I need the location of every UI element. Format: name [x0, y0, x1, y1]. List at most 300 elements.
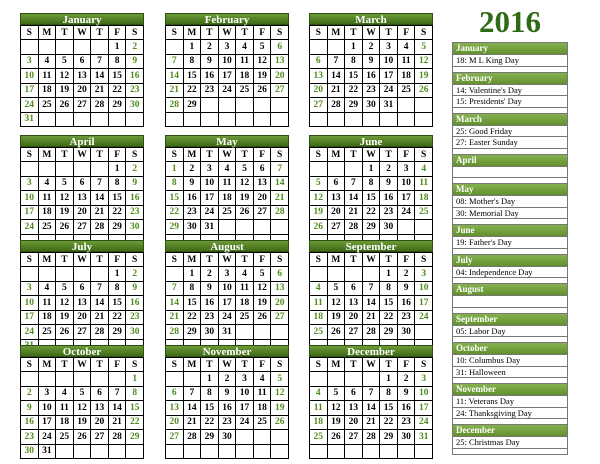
weekday-header: S [21, 358, 39, 372]
day-cell: 31 [415, 430, 433, 445]
weekday-header: T [236, 358, 254, 372]
day-cell: 25 [415, 205, 433, 220]
day-cell: 7 [183, 386, 201, 401]
day-cell: 23 [183, 205, 201, 220]
holiday-month-title: November [453, 384, 567, 396]
day-cell [253, 325, 271, 340]
day-cell: 30 [397, 325, 415, 340]
day-cell: 24 [21, 220, 39, 235]
weekday-header: M [38, 253, 56, 267]
day-cell: 10 [218, 54, 236, 69]
weekday-header: T [201, 358, 219, 372]
holiday-entry: 31: Halloween [453, 367, 567, 379]
holiday-blank-line [453, 449, 567, 455]
day-cell [327, 112, 345, 127]
day-cell: 15 [126, 401, 144, 416]
day-cell: 23 [397, 310, 415, 325]
day-cell: 16 [183, 191, 201, 206]
day-cell: 28 [91, 98, 109, 113]
day-cell: 13 [73, 69, 91, 84]
holiday-month-title: August [453, 284, 567, 296]
day-cell: 3 [236, 372, 254, 387]
day-cell: 7 [166, 54, 184, 69]
day-cell: 14 [362, 296, 380, 311]
month-february [165, 13, 289, 127]
day-cell: 3 [38, 386, 56, 401]
day-cell [397, 444, 415, 459]
day-cell: 14 [362, 401, 380, 416]
day-cell [327, 162, 345, 177]
day-cell: 10 [236, 386, 254, 401]
day-cell: 2 [397, 267, 415, 282]
weekday-header: S [415, 358, 433, 372]
day-cell: 1 [166, 162, 184, 177]
year-title: 2016 [479, 4, 541, 39]
day-cell: 9 [126, 176, 144, 191]
weekday-header: M [38, 26, 56, 40]
weekday-header: M [327, 358, 345, 372]
day-cell: 4 [236, 40, 254, 55]
day-cell: 10 [21, 69, 39, 84]
day-cell [56, 444, 74, 459]
day-cell: 1 [108, 267, 126, 282]
day-cell: 25 [38, 325, 56, 340]
day-cell: 4 [38, 281, 56, 296]
day-cell: 20 [166, 415, 184, 430]
holiday-entry: 10: Columbus Day [453, 355, 567, 367]
day-cell: 23 [218, 415, 236, 430]
day-cell: 24 [21, 98, 39, 113]
day-cell: 19 [73, 415, 91, 430]
day-cell: 16 [380, 191, 398, 206]
weekday-header: W [73, 358, 91, 372]
day-cell: 5 [236, 162, 254, 177]
day-cell: 2 [183, 162, 201, 177]
holiday-month-title: December [453, 425, 567, 437]
weekday-header: F [397, 253, 415, 267]
day-cell: 13 [345, 296, 363, 311]
day-cell: 17 [21, 310, 39, 325]
day-cell: 17 [21, 83, 39, 98]
weekday-header: W [218, 148, 236, 162]
day-cell: 22 [108, 83, 126, 98]
day-cell: 11 [38, 191, 56, 206]
day-cell: 26 [253, 310, 271, 325]
day-cell: 29 [126, 430, 144, 445]
day-cell: 5 [415, 40, 433, 55]
weekday-header: T [56, 253, 74, 267]
day-cell: 12 [327, 296, 345, 311]
day-cell: 6 [73, 54, 91, 69]
day-cell [345, 267, 363, 282]
day-cell: 25 [236, 310, 254, 325]
day-cell: 3 [218, 40, 236, 55]
weekday-header: F [253, 26, 271, 40]
month-table [309, 357, 433, 459]
day-cell: 27 [91, 430, 109, 445]
weekday-header: S [126, 26, 144, 40]
day-cell [310, 444, 328, 459]
month-november [165, 345, 289, 459]
month-table [309, 147, 433, 249]
day-cell: 21 [183, 415, 201, 430]
day-cell [415, 112, 433, 127]
day-cell: 8 [108, 54, 126, 69]
day-cell: 30 [397, 430, 415, 445]
day-cell [380, 112, 398, 127]
day-cell: 5 [253, 267, 271, 282]
day-cell: 22 [362, 205, 380, 220]
day-cell: 30 [183, 220, 201, 235]
month-title: April [20, 135, 144, 147]
day-cell [73, 112, 91, 127]
day-cell: 25 [38, 220, 56, 235]
weekday-header: T [91, 358, 109, 372]
day-cell: 14 [91, 69, 109, 84]
weekday-header: T [91, 253, 109, 267]
day-cell: 28 [362, 325, 380, 340]
weekday-header: F [108, 26, 126, 40]
holiday-entry: 25: Good Friday [453, 126, 567, 138]
day-cell: 27 [345, 325, 363, 340]
holiday-entry: 11: Veterans Day [453, 396, 567, 408]
day-cell: 15 [380, 401, 398, 416]
day-cell: 28 [327, 98, 345, 113]
day-cell: 24 [380, 83, 398, 98]
day-cell: 3 [21, 176, 39, 191]
month-march [309, 13, 433, 127]
day-cell: 6 [345, 281, 363, 296]
day-cell [166, 372, 184, 387]
day-cell [73, 372, 91, 387]
day-cell [21, 372, 39, 387]
day-cell [91, 267, 109, 282]
weekday-header: F [397, 148, 415, 162]
weekday-header: F [108, 253, 126, 267]
day-cell [345, 162, 363, 177]
day-cell [253, 98, 271, 113]
day-cell: 3 [415, 267, 433, 282]
day-cell [236, 220, 254, 235]
weekday-header: S [126, 253, 144, 267]
day-cell: 19 [56, 83, 74, 98]
day-cell: 20 [345, 310, 363, 325]
day-cell [415, 325, 433, 340]
day-cell: 29 [345, 98, 363, 113]
day-cell: 26 [415, 83, 433, 98]
day-cell: 27 [327, 220, 345, 235]
day-cell: 23 [201, 83, 219, 98]
day-cell: 14 [91, 296, 109, 311]
day-cell [183, 444, 201, 459]
day-cell [38, 112, 56, 127]
day-cell: 23 [126, 205, 144, 220]
day-cell: 22 [108, 205, 126, 220]
day-cell: 20 [271, 296, 289, 311]
day-cell: 23 [21, 430, 39, 445]
day-cell: 27 [166, 430, 184, 445]
day-cell: 19 [327, 415, 345, 430]
day-cell: 17 [218, 69, 236, 84]
weekday-header: S [166, 148, 184, 162]
day-cell: 24 [21, 325, 39, 340]
day-cell: 31 [380, 98, 398, 113]
day-cell: 1 [380, 372, 398, 387]
weekday-header: W [73, 26, 91, 40]
day-cell: 28 [166, 98, 184, 113]
weekday-header: S [21, 26, 39, 40]
day-cell: 6 [73, 281, 91, 296]
day-cell: 18 [56, 415, 74, 430]
day-cell: 27 [73, 220, 91, 235]
weekday-header: T [236, 253, 254, 267]
day-cell: 5 [56, 281, 74, 296]
day-cell: 2 [362, 40, 380, 55]
weekday-header: F [108, 358, 126, 372]
day-cell: 4 [236, 267, 254, 282]
weekday-header: S [166, 26, 184, 40]
month-january [20, 13, 144, 127]
day-cell: 24 [38, 430, 56, 445]
day-cell: 16 [201, 296, 219, 311]
day-cell: 10 [201, 176, 219, 191]
day-cell: 27 [253, 205, 271, 220]
month-december [309, 345, 433, 459]
month-table [165, 147, 289, 249]
day-cell: 4 [253, 372, 271, 387]
day-cell: 6 [73, 176, 91, 191]
day-cell: 6 [253, 162, 271, 177]
month-september [309, 240, 433, 354]
day-cell: 18 [310, 415, 328, 430]
day-cell [73, 267, 91, 282]
day-cell: 2 [126, 40, 144, 55]
day-cell: 5 [56, 176, 74, 191]
day-cell: 16 [397, 401, 415, 416]
day-cell [310, 112, 328, 127]
weekday-header: M [38, 148, 56, 162]
day-cell: 12 [73, 401, 91, 416]
weekday-header: T [380, 148, 398, 162]
month-table [20, 147, 144, 249]
weekday-header: W [73, 148, 91, 162]
day-cell: 5 [73, 386, 91, 401]
day-cell: 30 [126, 325, 144, 340]
weekday-header: S [166, 253, 184, 267]
day-cell: 12 [56, 191, 74, 206]
day-cell: 9 [362, 54, 380, 69]
day-cell: 5 [56, 54, 74, 69]
month-table [165, 25, 289, 127]
weekday-header: T [236, 148, 254, 162]
day-cell [271, 220, 289, 235]
day-cell: 22 [108, 310, 126, 325]
weekday-header: S [310, 358, 328, 372]
holiday-entry: 14: Valentine's Day [453, 85, 567, 97]
day-cell: 11 [38, 296, 56, 311]
weekday-header: W [218, 358, 236, 372]
day-cell: 8 [345, 54, 363, 69]
day-cell: 1 [126, 372, 144, 387]
day-cell [38, 40, 56, 55]
day-cell: 30 [126, 220, 144, 235]
day-cell: 7 [91, 176, 109, 191]
day-cell: 13 [166, 401, 184, 416]
weekday-header: S [415, 26, 433, 40]
day-cell: 20 [345, 415, 363, 430]
day-cell [327, 40, 345, 55]
day-cell [166, 40, 184, 55]
day-cell: 15 [380, 296, 398, 311]
day-cell: 13 [73, 191, 91, 206]
day-cell: 1 [183, 40, 201, 55]
day-cell [183, 112, 201, 127]
day-cell: 23 [362, 83, 380, 98]
day-cell: 8 [380, 281, 398, 296]
day-cell: 29 [380, 325, 398, 340]
day-cell: 6 [271, 40, 289, 55]
month-title: December [309, 345, 433, 357]
day-cell: 25 [397, 83, 415, 98]
day-cell: 14 [166, 69, 184, 84]
day-cell: 9 [201, 281, 219, 296]
day-cell [271, 112, 289, 127]
day-cell [327, 372, 345, 387]
month-title: February [165, 13, 289, 25]
day-cell: 26 [327, 430, 345, 445]
day-cell: 28 [91, 220, 109, 235]
day-cell [397, 98, 415, 113]
day-cell: 16 [201, 69, 219, 84]
day-cell: 31 [38, 444, 56, 459]
day-cell [108, 372, 126, 387]
weekday-header: S [271, 358, 289, 372]
day-cell: 12 [253, 281, 271, 296]
day-cell: 15 [362, 191, 380, 206]
day-cell: 28 [183, 430, 201, 445]
day-cell: 30 [218, 430, 236, 445]
day-cell [21, 40, 39, 55]
holiday-month-title: October [453, 343, 567, 355]
day-cell [201, 98, 219, 113]
month-july [20, 240, 144, 354]
weekday-header: M [183, 253, 201, 267]
day-cell: 8 [183, 54, 201, 69]
day-cell: 8 [166, 176, 184, 191]
day-cell: 8 [108, 281, 126, 296]
day-cell: 3 [415, 372, 433, 387]
weekday-header: T [345, 253, 363, 267]
day-cell [56, 112, 74, 127]
day-cell [126, 112, 144, 127]
day-cell [38, 372, 56, 387]
day-cell [218, 444, 236, 459]
day-cell: 22 [345, 83, 363, 98]
day-cell: 16 [126, 296, 144, 311]
day-cell: 5 [253, 40, 271, 55]
day-cell: 1 [345, 40, 363, 55]
day-cell: 19 [310, 205, 328, 220]
day-cell: 19 [56, 310, 74, 325]
day-cell: 7 [362, 281, 380, 296]
day-cell: 9 [380, 176, 398, 191]
day-cell: 12 [56, 69, 74, 84]
day-cell: 9 [201, 54, 219, 69]
day-cell [236, 98, 254, 113]
day-cell: 20 [73, 310, 91, 325]
day-cell: 24 [415, 310, 433, 325]
day-cell: 20 [91, 415, 109, 430]
day-cell: 29 [108, 98, 126, 113]
day-cell: 23 [126, 83, 144, 98]
day-cell: 9 [126, 54, 144, 69]
day-cell: 25 [253, 415, 271, 430]
day-cell: 1 [108, 40, 126, 55]
day-cell: 13 [271, 54, 289, 69]
day-cell: 22 [166, 205, 184, 220]
day-cell: 13 [310, 69, 328, 84]
day-cell: 28 [166, 325, 184, 340]
day-cell: 4 [38, 176, 56, 191]
day-cell: 10 [397, 176, 415, 191]
day-cell: 12 [56, 296, 74, 311]
day-cell [38, 162, 56, 177]
day-cell: 13 [73, 296, 91, 311]
day-cell: 21 [166, 83, 184, 98]
day-cell [271, 430, 289, 445]
holiday-month-title: July [453, 255, 567, 267]
day-cell: 22 [183, 310, 201, 325]
day-cell: 24 [397, 205, 415, 220]
day-cell [73, 40, 91, 55]
day-cell: 16 [218, 401, 236, 416]
day-cell: 26 [271, 415, 289, 430]
day-cell: 7 [91, 281, 109, 296]
day-cell: 12 [253, 54, 271, 69]
day-cell: 21 [362, 310, 380, 325]
day-cell [166, 444, 184, 459]
day-cell: 26 [253, 83, 271, 98]
day-cell: 2 [201, 40, 219, 55]
day-cell: 12 [271, 386, 289, 401]
weekday-header: S [415, 253, 433, 267]
day-cell: 20 [271, 69, 289, 84]
day-cell [38, 267, 56, 282]
month-august [165, 240, 289, 354]
day-cell: 22 [380, 310, 398, 325]
day-cell: 20 [253, 191, 271, 206]
day-cell: 8 [183, 281, 201, 296]
month-title: January [20, 13, 144, 25]
day-cell: 23 [397, 415, 415, 430]
weekday-header: M [327, 148, 345, 162]
weekday-header: S [310, 26, 328, 40]
day-cell: 2 [126, 162, 144, 177]
day-cell: 31 [21, 112, 39, 127]
weekday-header: W [73, 253, 91, 267]
day-cell: 21 [362, 415, 380, 430]
day-cell: 10 [38, 401, 56, 416]
day-cell: 11 [415, 176, 433, 191]
day-cell: 7 [327, 54, 345, 69]
day-cell: 5 [327, 386, 345, 401]
weekday-header: T [380, 26, 398, 40]
holiday-entry: 19: Father's Day [453, 237, 567, 249]
day-cell: 21 [345, 205, 363, 220]
day-cell: 12 [310, 191, 328, 206]
day-cell: 27 [271, 83, 289, 98]
day-cell: 27 [310, 98, 328, 113]
